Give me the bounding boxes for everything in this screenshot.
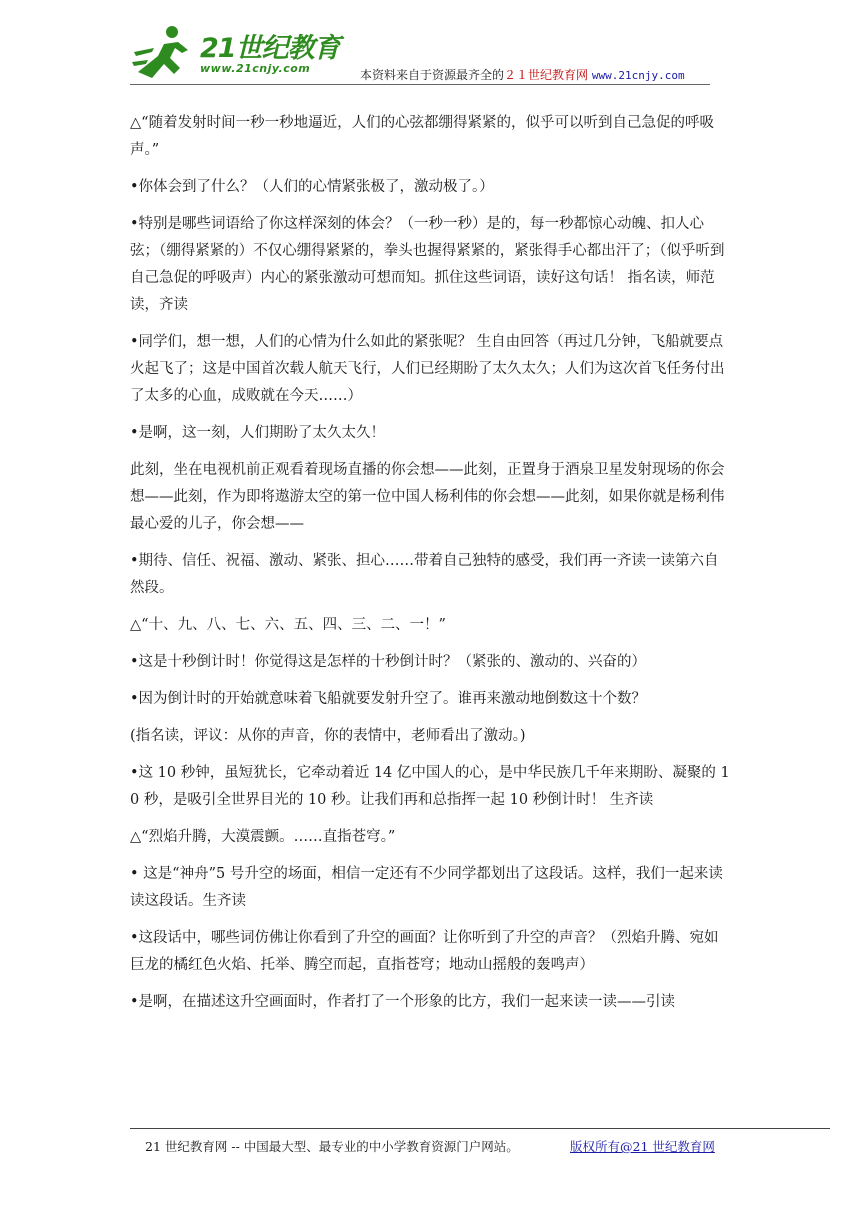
paragraph: △“十、九、八、七、六、五、四、三、二、一！” xyxy=(130,617,446,633)
paragraph: 此刻，坐在电视机前正观看着现场直播的你会想——此刻，正置身于酒泉卫星发射现场的你会想——此刻，作为即将遨游太空的第一位中国人杨利伟的你会想——此刻，如果你就是杨利伟最心爱的儿子，你会想—— xyxy=(130,462,725,532)
site-logo xyxy=(130,22,340,82)
footer-text: 21 世纪教育网 -- 中国最大型、最专业的中小学教育资源门户网站。 xyxy=(145,1139,519,1154)
footer-divider xyxy=(130,1128,830,1129)
paragraph: △“烈焰升腾，大漠震颤。……直指苍穹。” xyxy=(130,829,396,845)
source-url-link[interactable]: www.21cnjy.com xyxy=(591,69,685,82)
paragraph: (指名读，评议：从你的声音，你的表情中，老师看出了激动。) xyxy=(130,728,526,744)
paragraph: △“随着发射时间一秒一秒地逼近，人们的心弦都绷得紧紧的，似乎可以听到自己急促的呼吸声。” xyxy=(130,115,715,158)
logo-text: 21世纪教育 xyxy=(200,33,340,64)
paragraph: • 这是“神舟”5 号升空的场面，相信一定还有不少同学都划出了这段话。这样，我们一起来读读这段话。生齐读 xyxy=(130,866,723,909)
logo-url: www.21cnjy.com xyxy=(200,62,311,75)
source-line xyxy=(360,66,685,83)
source-site-link[interactable]: ２１世纪教育网 xyxy=(504,68,589,82)
paragraph: •因为倒计时的开始就意味着飞船就要发射升空了。谁再来激动地倒数这十个数？ xyxy=(130,691,647,707)
copyright-link[interactable]: 版权所有@21 世纪教育网 xyxy=(570,1139,715,1154)
running-figure-icon xyxy=(130,22,200,82)
document-body xyxy=(130,110,730,1026)
header-divider xyxy=(130,84,710,85)
source-prefix: 本资料来自于资源最齐全的 xyxy=(360,68,505,82)
paragraph: •是啊，在描述这升空画面时，作者打了一个形象的比方，我们一起来读一读——引读 xyxy=(130,994,676,1010)
paragraph: •这 10 秒钟，虽短犹长，它牵动着近 14 亿中国人的心，是中华民族几千年来期盼、凝聚的 10 秒，是吸引全世界目光的 10 秒。让我们再和总指挥一起 10 秒倒计时！ 生齐读 xyxy=(130,765,730,808)
paragraph: •同学们，想一想，人们的心情为什么如此的紧张呢？ 生自由回答（再过几分钟，飞船就要点火起飞了；这是中国首次载人航天飞行，人们已经期盼了太久太久；人们为这次首飞任务付出了太多的心血，成败就在今天……） xyxy=(130,334,725,404)
paragraph: •你体会到了什么？（人们的心情紧张极了，激动极了。） xyxy=(130,179,494,195)
paragraph: •这段话中，哪些词仿佛让你看到了升空的画面？让你听到了升空的声音？（烈焰升腾、宛如巨龙的橘红色火焰、托举、腾空而起，直指苍穹；地动山摇般的轰鸣声） xyxy=(130,930,719,973)
paragraph: •是啊，这一刻，人们期盼了太久太久！ xyxy=(130,425,386,441)
paragraph: •期待、信任、祝福、激动、紧张、担心……带着自己独特的感受，我们再一齐读一读第六自然段。 xyxy=(130,553,719,596)
paragraph: •特别是哪些词语给了你这样深刻的体会？（一秒一秒）是的，每一秒都惊心动魄、扣人心弦；（绷得紧紧的）不仅心绷得紧紧的，拳头也握得紧紧的，紧张得手心都出汗了；（似乎听到自己急促的呼吸声）内心的紧张激动可想而知。抓住这些词语，读好这句话！ 指名读，师范读，齐读 xyxy=(130,216,725,313)
page-footer xyxy=(145,1137,715,1155)
paragraph: •这是十秒倒计时！你觉得这是怎样的十秒倒计时？（紧张的、激动的、兴奋的） xyxy=(130,654,647,670)
